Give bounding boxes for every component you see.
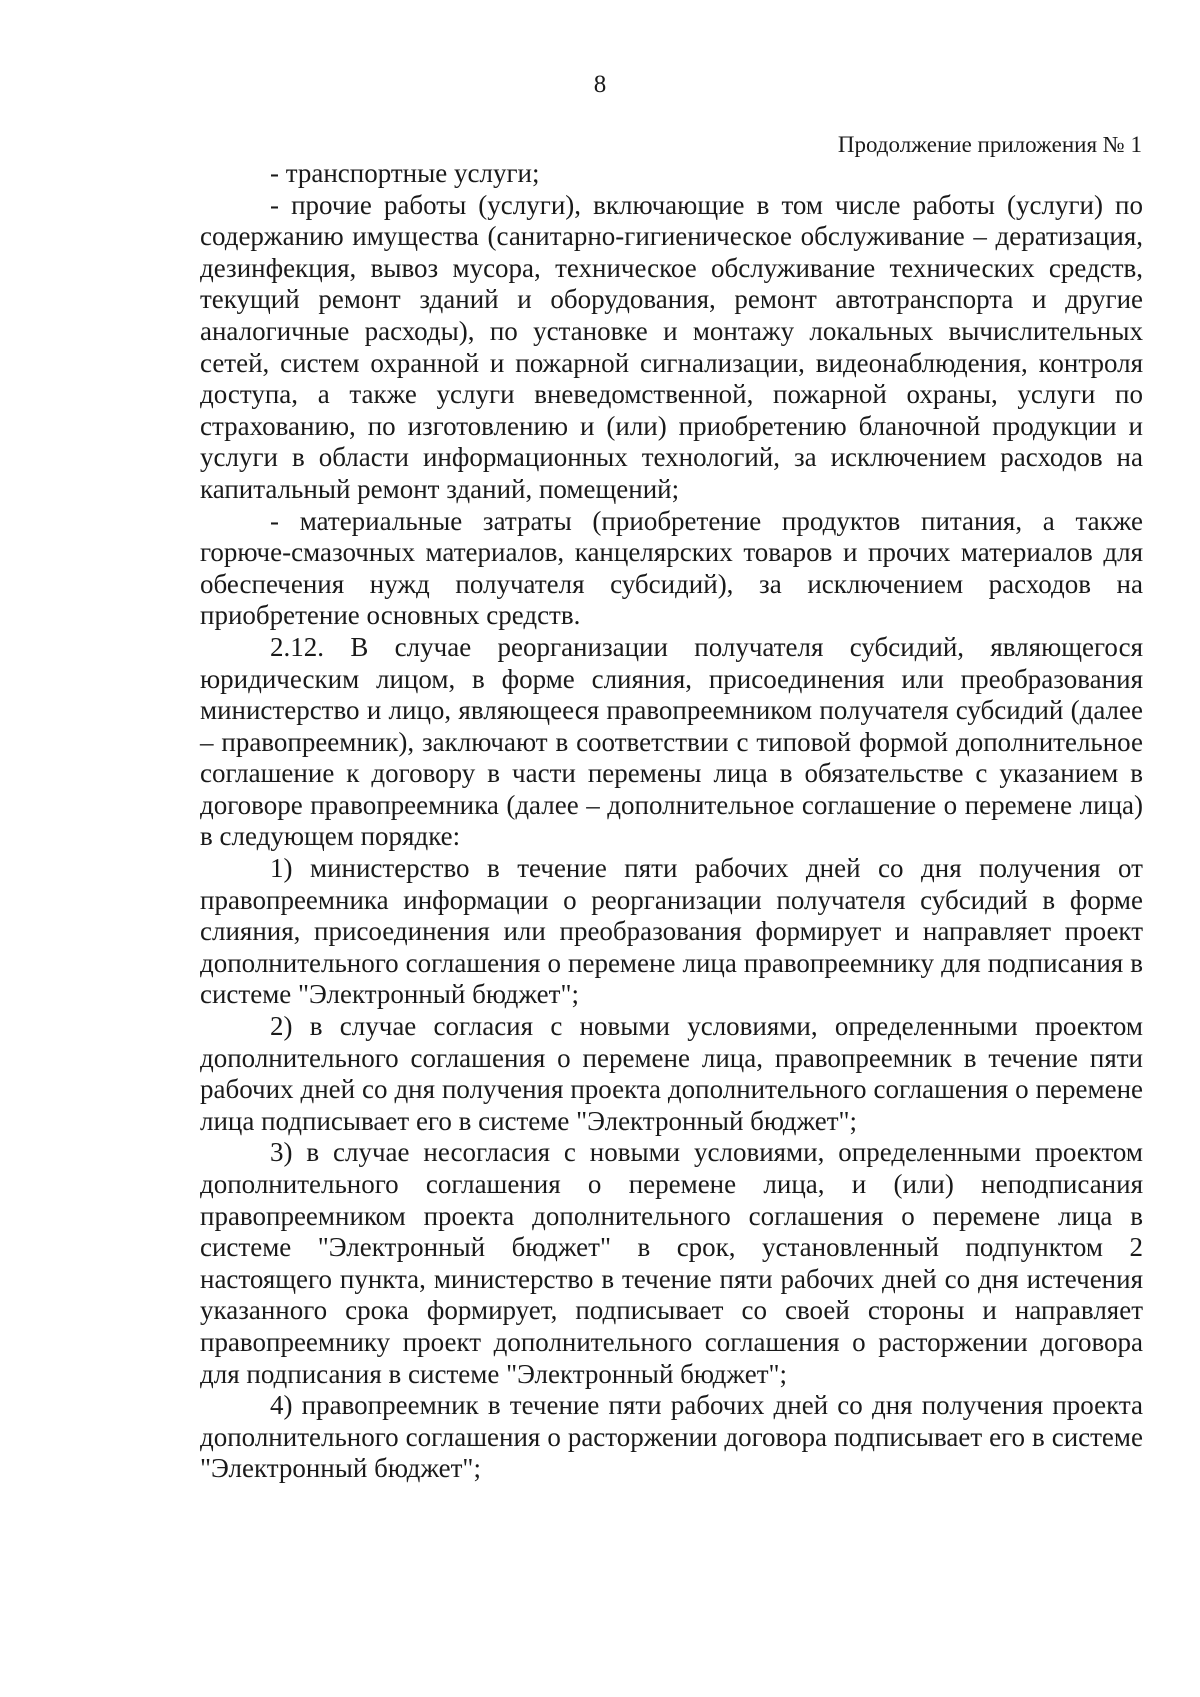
paragraph-transport-services: - транспортные услуги; bbox=[270, 158, 540, 188]
paragraph-subitem-1: 1) министерство в течение пяти рабочих дней со дня получения от правопреемника информации о реорганизации получателя субсидий в форме слияния, присоединения или преобразования формирует и направляет проект дополнительного соглашения о перемене лица правопреемнику для подписания в системе "Электронный бюджет"; bbox=[200, 853, 1143, 1010]
paragraph-subitem-4: 4) правопреемник в течение пяти рабочих дней со дня получения проекта дополнительного соглашения о расторжении договора подписывает его в системе "Электронный бюджет"; bbox=[200, 1390, 1143, 1484]
paragraph-subitem-3: 3) в случае несогласия с новыми условиями, определенными проектом дополнительного соглашения о перемене лица, и (или) неподписания правопреемником проекта дополнительного соглашения о перемене лица в системе "Электронный бюджет" в срок, установленный подпунктом 2 настоящего пункта, министерство в течение пяти рабочих дней со дня истечения указанного срока формирует, подписывает со своей стороны и направляет правопреемнику проект дополнительного соглашения о расторжении договора для подписания в системе "Электронный бюджет"; bbox=[200, 1137, 1143, 1389]
document-body bbox=[200, 158, 1143, 1485]
paragraph-material-costs: - материальные затраты (приобретение продуктов питания, а также горюче-смазочных материалов, канцелярских товаров и прочих материалов для обеспечения нужд получателя субсидий), за исключением расходов на приобретение основных средств. bbox=[200, 505, 1143, 631]
paragraph-subitem-2: 2) в случае согласия с новыми условиями, определенными проектом дополнительного соглашения о перемене лица, правопреемник в течение пяти рабочих дней со дня получения проекта дополнительного соглашения о перемене лица подписывает его в системе "Электронный бюджет"; bbox=[200, 1011, 1143, 1136]
paragraph-other-works: - прочие работы (услуги), включающие в том числе работы (услуги) по содержанию имущества (санитарно-гигиеническое обслуживание – дератизация, дезинфекция, вывоз мусора, техническое обслуживание технических средств, текущий ремонт зданий и оборудования, ремонт автотранспорта и другие аналогичные расходы), по установке и монтажу локальных вычислительных сетей, систем охранной и пожарной сигнализации, видеонаблюдения, контроля доступа, а также услуги вневедомственной, пожарной охраны, услуги по страхованию, по изготовлению и (или) приобретению бланочной продукции и услуги в области информационных технологий, за исключением расходов на капитальный ремонт зданий, помещений; bbox=[200, 189, 1143, 504]
page-number: 8 bbox=[593, 71, 607, 98]
paragraph-clause-2-12: 2.12. В случае реорганизации получателя субсидий, являющегося юридическим лицом, в форме слияния, присоединения или преобразования министерство и лицо, являющееся правопреемником получателя субсидий (далее – правопреемник), заключают в соответствии с типовой формой дополнительное соглашение к договору в части перемены лица в обязательстве с указанием в договоре правопреемника (далее – дополнительное соглашение о перемене лица) в следующем порядке: bbox=[200, 631, 1143, 852]
appendix-continuation-label: Продолжение приложения № 1 bbox=[837, 132, 1142, 157]
